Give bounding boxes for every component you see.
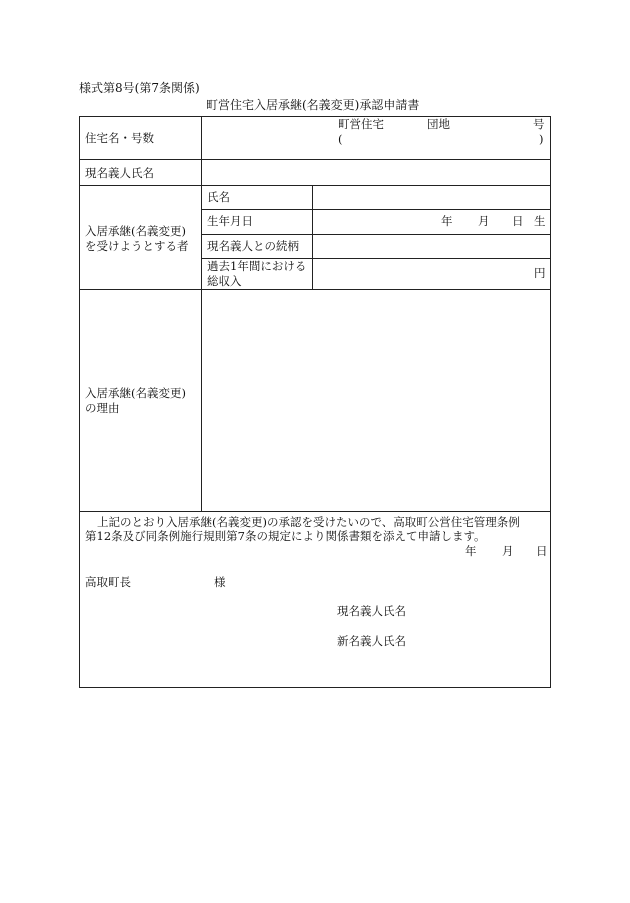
birth-day: 日 [512, 214, 524, 228]
birth-month: 月 [478, 214, 490, 228]
income-unit: 円 [534, 266, 546, 280]
row-divider [201, 209, 551, 210]
row-divider [79, 511, 551, 512]
reason-label-line2: の理由 [85, 401, 120, 415]
danchi-text: 団地 [427, 117, 450, 131]
column-divider [312, 185, 313, 289]
relation-label: 現名義人との続柄 [207, 239, 299, 253]
successor-label-line2: を受けようとする者 [85, 239, 189, 253]
number-unit-text: 号 [533, 117, 545, 131]
current-holder-signature: 現名義人氏名 [337, 604, 406, 618]
date-day: 日 [536, 544, 548, 558]
application-form [79, 116, 551, 688]
successor-name-label: 氏名 [207, 190, 230, 204]
form-number: 様式第8号(第7条関係) [79, 81, 200, 95]
form-title: 町営住宅入居承継(名義変更)承認申請書 [206, 98, 420, 112]
column-divider [201, 116, 202, 511]
current-holder-label: 現名義人氏名 [85, 166, 154, 180]
row-divider [79, 185, 551, 186]
successor-label-line1: 入居承継(名義変更) [85, 224, 186, 238]
row-divider [79, 159, 551, 160]
row-divider [79, 289, 551, 290]
addressee-honorific: 様 [214, 575, 226, 589]
statement-line1: 上記のとおり入居承継(名義変更)の承認を受けたいので、高取町公営住宅管理条例 [97, 515, 520, 529]
date-year: 年 [465, 544, 477, 558]
birth-suffix: 生 [534, 214, 546, 228]
addressee-name: 高取町長 [85, 575, 131, 589]
row-divider [201, 234, 551, 235]
reason-label-line1: 入居承継(名義変更) [85, 386, 186, 400]
income-label-line2: 総収入 [207, 274, 242, 288]
housing-label: 住宅名・号数 [85, 131, 154, 145]
date-month: 月 [502, 544, 514, 558]
paren-open: ( [338, 132, 343, 146]
birth-label: 生年月日 [207, 214, 253, 228]
town-housing-text: 町営住宅 [338, 117, 384, 131]
birth-year: 年 [441, 214, 453, 228]
income-label-line1: 過去1年間における [207, 259, 307, 273]
paren-close: ) [539, 132, 544, 146]
new-holder-signature: 新名義人氏名 [337, 634, 406, 648]
statement-line2: 第12条及び同条例施行規則第7条の規定により関係書類を添えて申請します。 [85, 529, 486, 543]
